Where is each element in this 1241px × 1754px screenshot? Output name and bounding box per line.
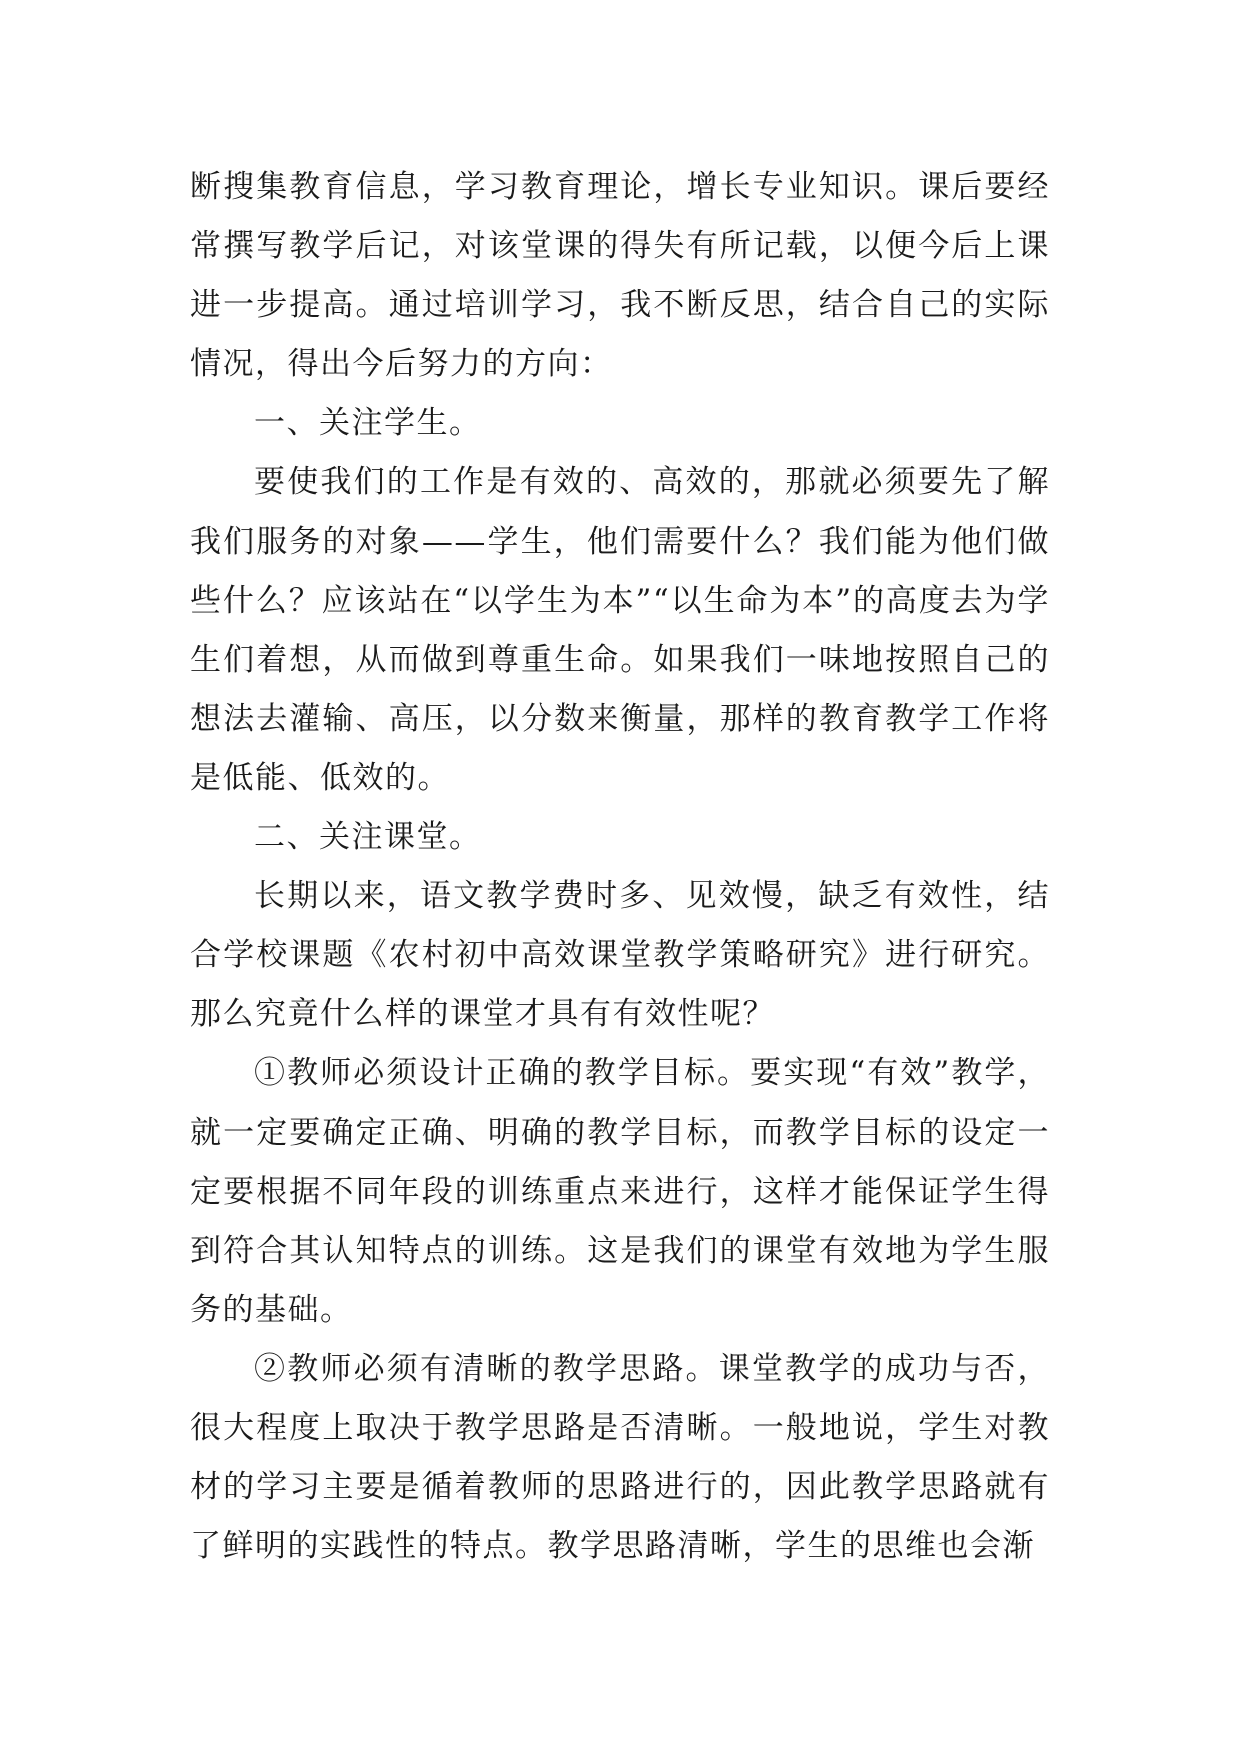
paragraph-classroom: 长期以来，语文教学费时多、见效慢，缺乏有效性，结合学校课题《农村初中高效课堂教学策略研究》进行研究。那么究竟什么样的课堂才具有有效性呢？ [190,878,1050,1033]
paragraph-continuation: 断搜集教育信息，学习教育理论，增长专业知识。课后要经常撰写教学后记，对该堂课的得失有所记载，以便今后上课进一步提高。通过培训学习，我不断反思，结合自己的实际情况，得出今后努力的方向： [190,169,1050,383]
paragraph-teaching-ideas: ②教师必须有清晰的教学思路。课堂教学的成功与否，很大程度上取决于教学思路是否清晰。一般地说，学生对教材的学习主要是循着教师的思路进行的，因此教学思路就有了鲜明的实践性的特点。教学思路清晰，学生的思维也会渐 [190,1350,1050,1565]
section-heading-students: 一、关注学生。 [254,405,482,442]
section-heading-classroom: 二、关注课堂。 [254,819,482,856]
paragraph-students: 要使我们的工作是有效的、高效的，那就必须要先了解我们服务的对象——学生，他们需要什么？我们能为他们做些什么？应该站在“以学生为本”“以生命为本”的高度去为学生们着想，从而做到尊重生命。如果我们一味地按照自己的想法去灌输、高压，以分数来衡量，那样的教育教学工作将是低能、低效的。 [190,464,1050,796]
document-body [190,158,1050,1576]
paragraph-teaching-goals: ①教师必须设计正确的教学目标。要实现“有效”教学，就一定要确定正确、明确的教学目标，而教学目标的设定一定要根据不同年段的训练重点来进行，这样才能保证学生得到符合其认知特点的训练。这是我们的课堂有效地为学生服务的基础。 [190,1055,1050,1328]
